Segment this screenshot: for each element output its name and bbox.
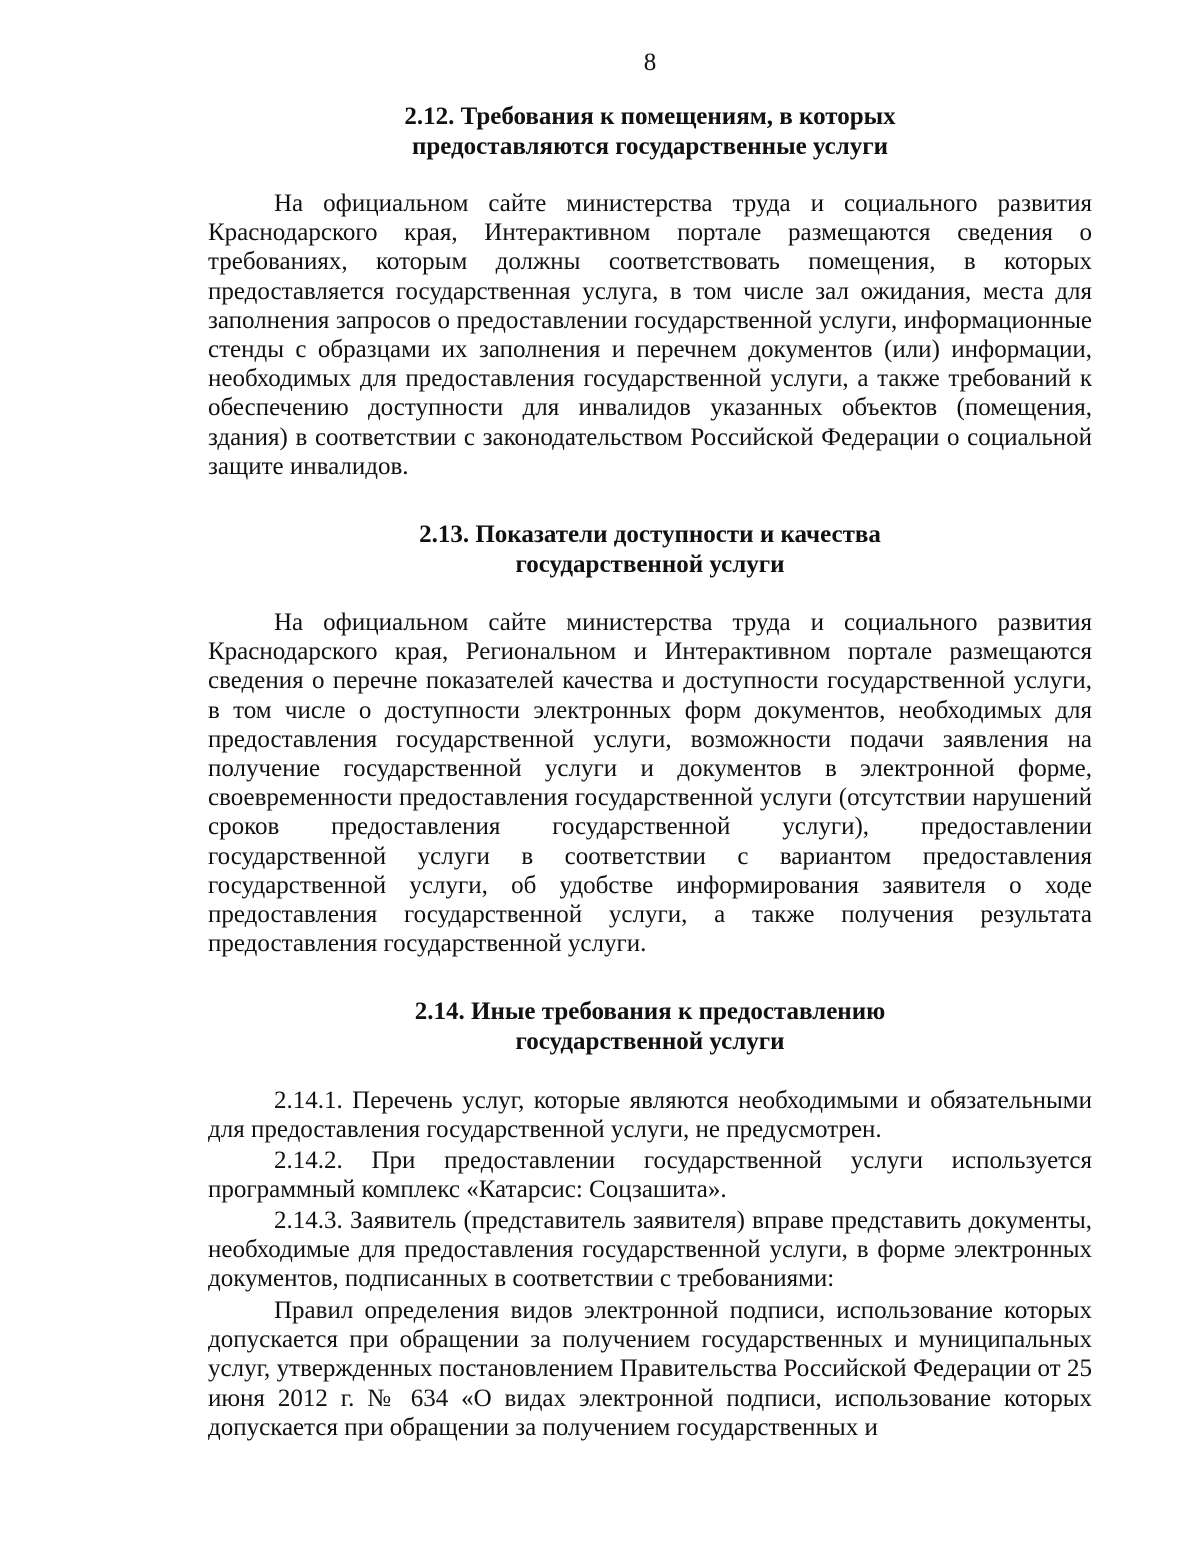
section-2-14-2-paragraph: 2.14.2. При предоставлении государственной услуги используется программный комплекс «Катарсис: Соцзашита». bbox=[208, 1147, 1092, 1204]
section-2-14-3-paragraph: 2.14.3. Заявитель (представитель заявителя) вправе представить документы, необходимые для предоставления государственной услуги, в форме электронных документов, подписанных в соответствии с требованиями: bbox=[208, 1207, 1092, 1293]
section-2-14-heading-line2: государственной услуги bbox=[515, 1028, 785, 1055]
section-2-14-heading bbox=[208, 997, 1092, 1057]
section-2-13-heading bbox=[208, 520, 1092, 580]
section-2-13-heading-line1: 2.13. Показатели доступности и качества bbox=[419, 521, 881, 548]
section-2-14-rules-paragraph: Правил определения видов электронной подписи, использование которых допускается при обращении за получением государственных и муниципальных услуг, утвержденных постановлением Правительства Российской Федерации от 25 июня 2012 г. № 634 «О видах электронной подписи, использование которых допускается при обращении за получением государственных и bbox=[208, 1297, 1092, 1441]
section-2-12-paragraph: На официальном сайте министерства труда и социального развития Краснодарского края, Интерактивном портале размещаются сведения о требованиях, которым должны соответствовать помещения, в которых предоставляется государственная услуга, в том числе зал ожидания, места для заполнения запросов о предоставлении государственной услуги, информационные стенды с образцами их заполнения и перечнем документов (или) информации, необходимых для предоставления государственной услуги, а также требований к обеспечению доступности для инвалидов указанных объектов (помещения, здания) в соответствии с законодательством Российской Федерации о социальной защите инвалидов. bbox=[208, 190, 1092, 480]
section-2-13-paragraph: На официальном сайте министерства труда и социального развития Краснодарского края, Региональном и Интерактивном портале размещаются сведения о перечне показателей качества и доступности государственной услуги, в том числе о доступности электронных форм документов, необходимых для предоставления государственной услуги, возможности подачи заявления на получение государственной услуги и документов в электронной форме, своевременности предоставления государственной услуги (отсутствии нарушений сроков предоставления государственной услуги), предоставлении государственной услуги в соответствии с вариантом предоставления государственной услуги, об удобстве информирования заявителя о ходе предоставления государственной услуги, а также получения результата предоставления государственной услуги. bbox=[208, 609, 1092, 958]
section-2-13-heading-line2: государственной услуги bbox=[515, 551, 785, 578]
page-number: 8 bbox=[643, 49, 657, 76]
section-2-12-heading-line2: предоставляются государственные услуги bbox=[411, 133, 889, 160]
section-2-14-1-paragraph: 2.14.1. Перечень услуг, которые являются необходимыми и обязательными для предоставления государственной услуги, не предусмотрен. bbox=[208, 1087, 1092, 1144]
section-2-12-heading bbox=[208, 102, 1092, 162]
section-2-12-heading-line1: 2.12. Требования к помещениям, в которых bbox=[404, 103, 896, 130]
section-2-14-heading-line1: 2.14. Иные требования к предоставлению bbox=[414, 998, 886, 1025]
